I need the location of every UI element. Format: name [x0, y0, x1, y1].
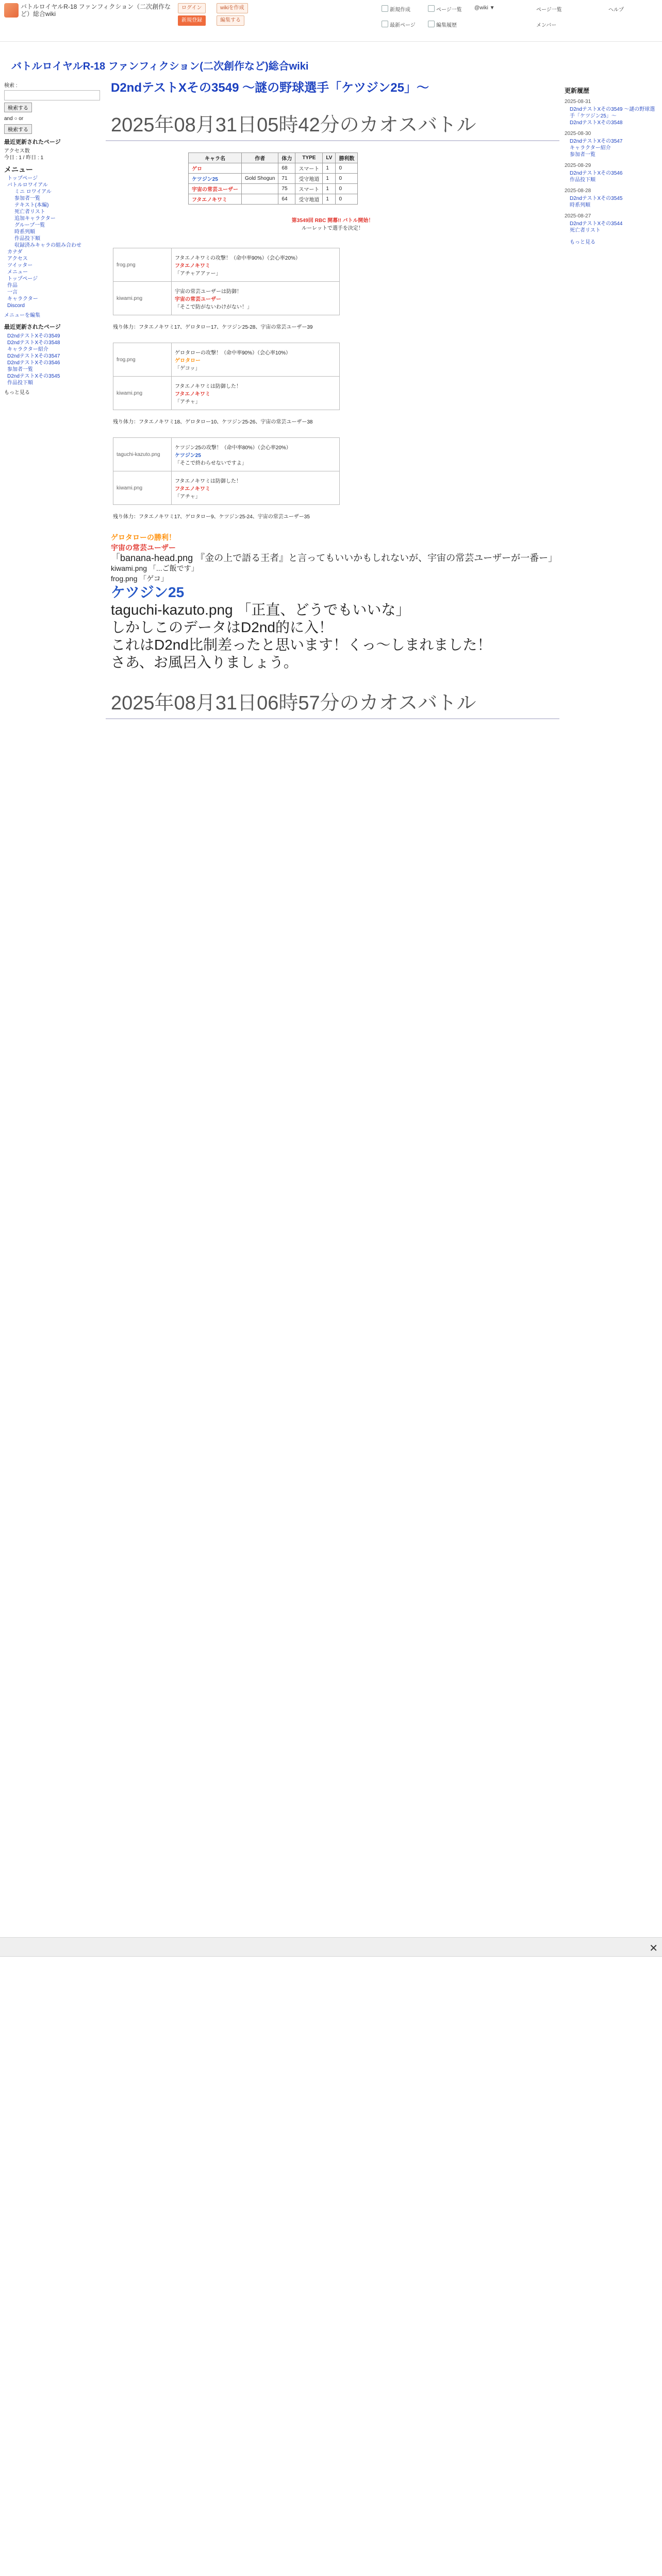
recent-link[interactable]: 最近更新されたページ: [4, 139, 61, 145]
recent-page-item[interactable]: D2ndテストXその3545: [7, 374, 60, 379]
menu-item[interactable]: 一言: [7, 290, 18, 295]
wiki-title[interactable]: バトルロイヤルR-18 ファンフィクション(二次創作など)総合wiki: [11, 61, 309, 72]
history-date: 2025-08-27: [565, 213, 591, 219]
recent-page-item[interactable]: D2ndテストXその3546: [7, 360, 60, 366]
menu-item[interactable]: 作品: [7, 283, 18, 289]
menu-item[interactable]: Discord: [7, 303, 25, 309]
col-header: キャラ名: [189, 153, 242, 163]
menu-item[interactable]: アクセス: [7, 256, 28, 262]
turn-text: フタエノキワミは防御した！ フタエノキワミ 「アチャ」: [172, 471, 340, 505]
winner-name: ケツジン25: [111, 584, 185, 600]
right-sidebar: [565, 88, 657, 246]
toplink-member[interactable]: メンバー: [536, 23, 557, 28]
toplink-new[interactable]: 新規作成: [390, 7, 410, 13]
history-date: 2025-08-30: [565, 131, 591, 137]
menu-item[interactable]: バトルロワイアル: [7, 182, 48, 188]
character-image: kiwami.png: [113, 471, 172, 505]
section-heading: 2025年08月31日05時42分のカオスバトル: [106, 109, 559, 141]
left-sidebar: [0, 82, 101, 396]
turn-text: ケツジン25の攻撃！（命中率80%）（会心率20%） ケツジン25 「そこで終わらせないですよ」: [172, 438, 340, 471]
character-image: frog.png: [113, 248, 172, 282]
more-link[interactable]: もっと見る: [4, 390, 30, 396]
menu-item[interactable]: メニュー: [7, 269, 28, 275]
login-button[interactable]: ログイン: [178, 3, 206, 13]
recent-page-item[interactable]: D2ndテストXその3548: [7, 340, 60, 346]
menu-item[interactable]: 収録済みキャラの組み合わせ: [14, 243, 81, 248]
recent-page-item[interactable]: 参加者一覧: [7, 367, 33, 372]
remaining-hp: 残り体力：フタエノキワミ17、ゲロタロー9、ケツジン25-24、宇宙の常芸ユーザー35: [113, 514, 310, 520]
turn-table: [113, 437, 340, 505]
menu-item[interactable]: ツイッター: [7, 263, 33, 268]
history-item[interactable]: D2ndテストXその3548: [570, 120, 623, 126]
col-header: 体力: [278, 153, 295, 163]
new-page-icon[interactable]: [382, 5, 388, 12]
menu-item[interactable]: 追加キャラクター: [14, 216, 56, 222]
search-mode[interactable]: and ○ or: [4, 116, 24, 122]
menu-item[interactable]: 参加者一覧: [14, 196, 40, 201]
menu-item[interactable]: 死亡者リスト: [14, 209, 45, 215]
recent-page-item[interactable]: D2ndテストXその3549: [7, 333, 60, 339]
toplink-list2[interactable]: ページ一覧: [536, 7, 562, 13]
menu-heading: メニュー: [4, 165, 33, 174]
character-image: frog.png: [113, 343, 172, 377]
history-date: 2025-08-29: [565, 163, 591, 168]
recent-page-item[interactable]: キャラクター紹介: [7, 347, 48, 352]
history-date: 2025-08-31: [565, 99, 591, 105]
menu-item[interactable]: キャラクター: [7, 296, 38, 302]
search-button[interactable]: 検索する: [4, 103, 32, 112]
remaining-hp: 残り体力：フタエノキワミ18、ゲロタロー10、ケツジン25-26、宇宙の常芸ユーザー38: [113, 419, 313, 425]
create-wiki-button[interactable]: wikiを作成: [217, 3, 248, 13]
menu-item[interactable]: トップページ: [7, 276, 38, 282]
wiki-logo[interactable]: [4, 3, 19, 18]
recent-updates-heading: 最近更新されたページ: [4, 324, 61, 330]
menu-list: [0, 175, 101, 309]
edit-menu-link: メニューを編集: [4, 313, 40, 318]
history-item[interactable]: 参加者一覧: [570, 152, 595, 158]
turn-list: [106, 248, 559, 520]
main-content: [106, 77, 559, 731]
character-image: taguchi-kazuto.png: [113, 438, 172, 471]
remaining-hp: 残り体力：フタエノキワミ17、ゲロタロー17、ケツジン25-28、宇宙の常芸ユーザー39: [113, 325, 313, 330]
history-date: 2025-08-28: [565, 188, 591, 194]
toplink-pagelist[interactable]: ページ一覧: [436, 7, 462, 13]
recent-page-item[interactable]: D2ndテストXその3547: [7, 353, 60, 359]
top-bar: [0, 0, 662, 42]
edit-button[interactable]: 編集する: [217, 15, 244, 26]
toplink-history[interactable]: 編集履歴: [436, 23, 457, 28]
history-icon[interactable]: [428, 21, 435, 27]
turn-text: ゲロタローの攻撃！（命中率90%）（会心率10%） ゲロタロー 「ゲコッ」: [172, 343, 340, 377]
menu-item[interactable]: ミニ ロワイアル: [14, 189, 52, 195]
battle-summary: ゲロタローの勝利！ 宇宙の常芸ユーザー 「banana-head.png 『金の上で語る王者』と言ってもいいかもしれないが、宇宙の常芸ユーザーが一番ー」 kiwami.png 「...ご飯です」 frog.png 「ゲコ」 ケツジン25 taguchi-kazuto.png 「正直、どうでもいいな」 しかしこのデータはD2nd的に入！ これはD2nd比制差ったと思います！くっ～しまれました！ さあ、お風呂入りましょう。: [111, 532, 559, 671]
character-table: [188, 152, 358, 205]
signup-button[interactable]: 新規登録: [178, 15, 206, 26]
search-input[interactable]: [4, 90, 100, 100]
character-image: kiwami.png: [113, 377, 172, 410]
history-item[interactable]: 死亡者リスト: [570, 228, 601, 233]
history-item[interactable]: D2ndテストXその3547: [570, 139, 623, 144]
history-heading: 更新履歴: [565, 87, 590, 94]
menu-item[interactable]: カナダ: [7, 249, 23, 255]
history-item[interactable]: 時系列順: [570, 202, 590, 208]
list-icon[interactable]: [428, 5, 435, 12]
history-item[interactable]: キャラクター紹介: [570, 145, 611, 151]
recent-icon[interactable]: [382, 21, 388, 27]
counter-value: 今日 : 1 / 昨日 : 1: [4, 155, 44, 161]
menu-item[interactable]: テキスト(本編): [14, 202, 49, 208]
turn-text: フタエノキワミの攻撃！（命中率90%）（会心率20%） フタエノキワミ 「アチャアアァー」: [172, 248, 340, 282]
table-row: 宇宙の常芸ユーザー 75 スマート 1 0: [189, 184, 358, 194]
menu-item[interactable]: 時系列順: [14, 229, 35, 235]
close-icon[interactable]: ✕: [649, 1943, 658, 1954]
toplink-atwiki[interactable]: @wiki ▼: [474, 5, 495, 11]
toplink-help[interactable]: ヘルプ: [608, 7, 624, 13]
topbar-title[interactable]: バトルロイヤルR-18 ファンフィクション（二次創作など）総合wiki: [21, 3, 171, 18]
table-row: ゲロ 68 スマート 1 0: [189, 163, 358, 174]
counter-label: アクセス数: [4, 148, 30, 154]
search-button-2[interactable]: 検索する: [4, 124, 32, 134]
menu-item[interactable]: グループ一覧: [14, 223, 45, 228]
col-header: LV: [323, 153, 336, 163]
col-header: 勝利数: [336, 153, 358, 163]
menu-item[interactable]: トップページ: [7, 176, 38, 181]
history-item[interactable]: D2ndテストXその3546: [570, 171, 623, 176]
page-title: D2ndテストXその3549 ～謎の野球選手「ケツジン25」～: [111, 81, 429, 95]
col-header: 作者: [242, 153, 278, 163]
history-item[interactable]: 作品投下順: [570, 177, 595, 183]
turn-table: [113, 248, 340, 315]
history-item[interactable]: D2ndテストXその3544: [570, 221, 623, 227]
toplink-recent[interactable]: 最新ページ: [390, 23, 416, 28]
character-image: kiwami.png: [113, 282, 172, 315]
turn-text: フタエノキワミは防御した！ フタエノキワミ 「アチャ」: [172, 377, 340, 410]
col-header: TYPE: [295, 153, 323, 163]
table-row: ケツジン25 Gold Shogun 71 受守地道 1 0: [189, 174, 358, 184]
section-heading: 2025年08月31日06時57分のカオスバトル: [106, 687, 559, 719]
search-label: 検索 :: [4, 83, 18, 89]
overlay-bar: [0, 1937, 662, 1957]
turn-table: [113, 343, 340, 410]
history-item[interactable]: D2ndテストXその3549 ～謎の野球選手「ケツジン25」～: [570, 107, 655, 119]
menu-item[interactable]: 作品投下順: [14, 236, 40, 242]
intro-text: 第3549回 RBC 開幕!! バトル開始！ ルーレットで選手を決定！: [291, 218, 374, 231]
turn-text: 宇宙の常芸ユーザーは防御！ 宇宙の常芸ユーザー 「そこで防がないわけがない！」: [172, 282, 340, 315]
more-history-link[interactable]: もっと見る: [570, 240, 595, 245]
recent-page-item[interactable]: 作品投下順: [7, 380, 33, 386]
table-row: フタエノキワミ 64 受守地道 1 0: [189, 194, 358, 205]
history-item[interactable]: D2ndテストXその3545: [570, 196, 623, 201]
